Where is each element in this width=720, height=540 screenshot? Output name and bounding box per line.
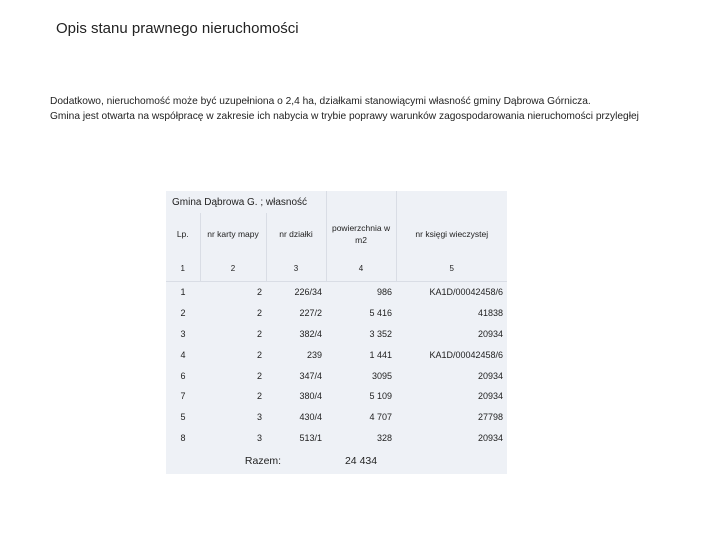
page-title: Opis stanu prawnego nieruchomości [56,20,299,37]
table-row [166,365,507,386]
cell-powierzchnia: 5 109 [326,386,396,407]
column-number: 2 [200,255,266,282]
header-lp: Lp. [166,213,200,255]
cell-dzialka: 347/4 [266,365,326,386]
intro-line-2: Gmina jest otwarta na współpracę w zakresie ich nabycia w trybie poprawy warunków zagospodarowania nieruchomości przyległej [50,111,639,122]
column-number: 5 [396,255,507,282]
parcels-table [166,191,507,474]
total-label: Razem: [200,448,326,474]
cell-karta: 2 [200,365,266,386]
cell-dzialka: 382/4 [266,324,326,345]
cell-karta: 2 [200,324,266,345]
header-karta: nr karty mapy [200,213,266,255]
cell-ksiega: 20934 [396,324,507,345]
cell-lp: 7 [166,386,200,407]
intro-paragraph [50,94,715,124]
table-row [166,386,507,407]
cell-ksiega: KA1D/00042458/6 [396,344,507,365]
column-number: 1 [166,255,200,282]
cell-lp: 4 [166,344,200,365]
table-row [166,303,507,324]
cell-powierzchnia: 986 [326,282,396,303]
table-row [166,407,507,428]
total-value: 24 434 [326,448,396,474]
cell-dzialka: 227/2 [266,303,326,324]
cell-karta: 3 [200,428,266,449]
cell-powierzchnia: 5 416 [326,303,396,324]
cell-ksiega: 20934 [396,428,507,449]
header-dzialka: nr działki [266,213,326,255]
intro-line-1: Dodatkowo, nieruchomość może być uzupełniona o 2,4 ha, działkami stanowiącymi własność gminy Dąbrowa Górnicza. [50,96,591,107]
cell-lp: 8 [166,428,200,449]
cell-dzialka: 380/4 [266,386,326,407]
cell-dzialka: 239 [266,344,326,365]
table-row [166,344,507,365]
cell-powierzchnia: 3095 [326,365,396,386]
cell-powierzchnia: 1 441 [326,344,396,365]
cell-lp: 3 [166,324,200,345]
table-row [166,428,507,449]
cell-lp: 2 [166,303,200,324]
cell-karta: 2 [200,386,266,407]
header-ksiega: nr księgi wieczystej [396,213,507,255]
cell-ksiega: 27798 [396,407,507,428]
cell-lp: 5 [166,407,200,428]
cell-karta: 2 [200,303,266,324]
cell-lp: 6 [166,365,200,386]
column-number: 3 [266,255,326,282]
cell-dzialka: 226/34 [266,282,326,303]
cell-ksiega: 41838 [396,303,507,324]
cell-karta: 2 [200,282,266,303]
cell-dzialka: 430/4 [266,407,326,428]
cell-powierzchnia: 3 352 [326,324,396,345]
table-caption-row [166,191,507,213]
column-number: 4 [326,255,396,282]
table-row [166,282,507,303]
cell-lp: 1 [166,282,200,303]
cell-karta: 3 [200,407,266,428]
table-total-row [166,448,507,474]
cell-ksiega: 20934 [396,365,507,386]
table-column-numbers [166,255,507,282]
cell-dzialka: 513/1 [266,428,326,449]
table-row [166,324,507,345]
cell-ksiega: KA1D/00042458/6 [396,282,507,303]
header-powierzchnia: powierzchnia w m2 [326,213,396,255]
table-header-row [166,213,507,255]
cell-powierzchnia: 4 707 [326,407,396,428]
cell-karta: 2 [200,344,266,365]
cell-ksiega: 20934 [396,386,507,407]
cell-powierzchnia: 328 [326,428,396,449]
table-caption: Gmina Dąbrowa G. ; własność [166,191,326,213]
